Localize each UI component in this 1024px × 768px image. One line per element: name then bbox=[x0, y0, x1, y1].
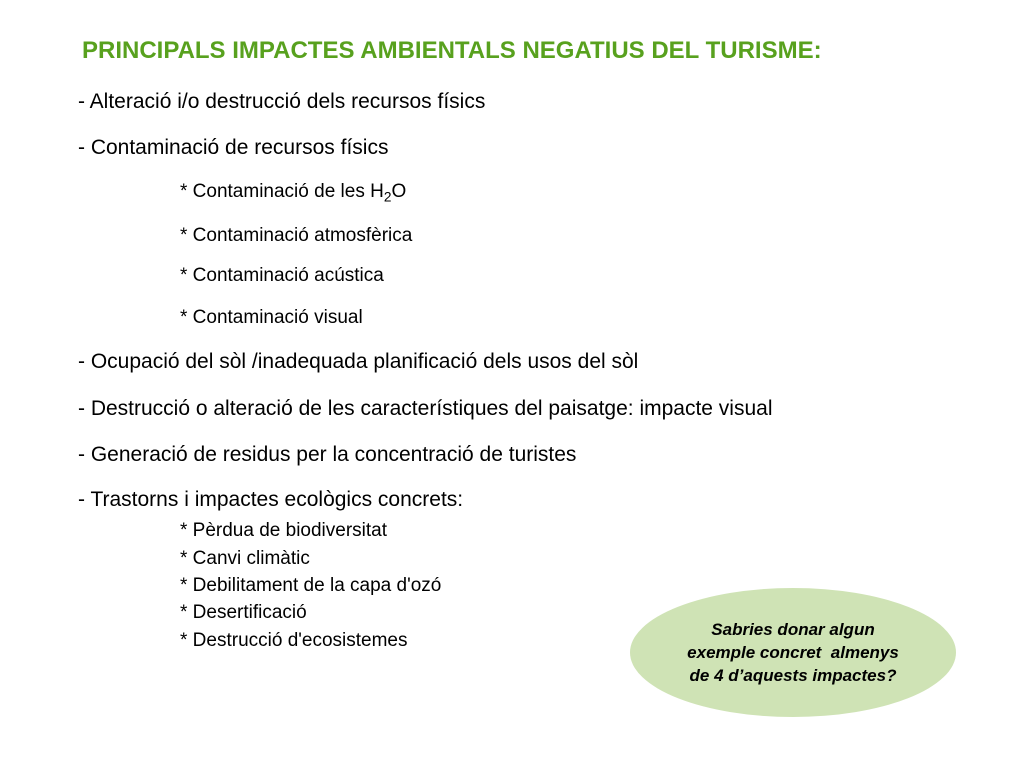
sub-item: * Contaminació acústica bbox=[180, 265, 384, 286]
callout-line: de 4 d’aquests impactes? bbox=[689, 666, 897, 685]
sub-item bbox=[180, 181, 406, 204]
impact-item: - Contaminació de recursos físics bbox=[78, 136, 389, 159]
sub-item-text: * Contaminació de les H bbox=[180, 181, 384, 202]
callout-line: Sabries donar algun bbox=[711, 620, 875, 639]
sub-item: * Desertificació bbox=[180, 602, 307, 623]
slide-title: PRINCIPALS IMPACTES AMBIENTALS NEGATIUS DEL TURISME: bbox=[82, 37, 822, 64]
callout-line: exemple concret almenys bbox=[687, 643, 899, 662]
impact-item: - Ocupació del sòl /inadequada planificació dels usos del sòl bbox=[78, 350, 639, 373]
question-callout bbox=[630, 588, 956, 717]
sub-item-text: O bbox=[391, 181, 407, 202]
sub-item: * Contaminació visual bbox=[180, 307, 363, 328]
sub-item: * Destrucció d'ecosistemes bbox=[180, 630, 408, 651]
subscript: 2 bbox=[383, 189, 392, 205]
impact-item: - Alteració i/o destrucció dels recursos físics bbox=[78, 90, 486, 113]
sub-item: * Contaminació atmosfèrica bbox=[180, 225, 413, 246]
sub-item: * Pèrdua de biodiversitat bbox=[180, 520, 388, 541]
impact-item: - Trastorns i impactes ecològics concrets: bbox=[78, 488, 464, 511]
sub-item: * Canvi climàtic bbox=[180, 548, 310, 569]
impact-item: - Generació de residus per la concentració de turistes bbox=[78, 443, 577, 466]
sub-item: * Debilitament de la capa d'ozó bbox=[180, 575, 442, 596]
impact-item: - Destrucció o alteració de les característiques del paisatge: impacte visual bbox=[78, 397, 773, 420]
